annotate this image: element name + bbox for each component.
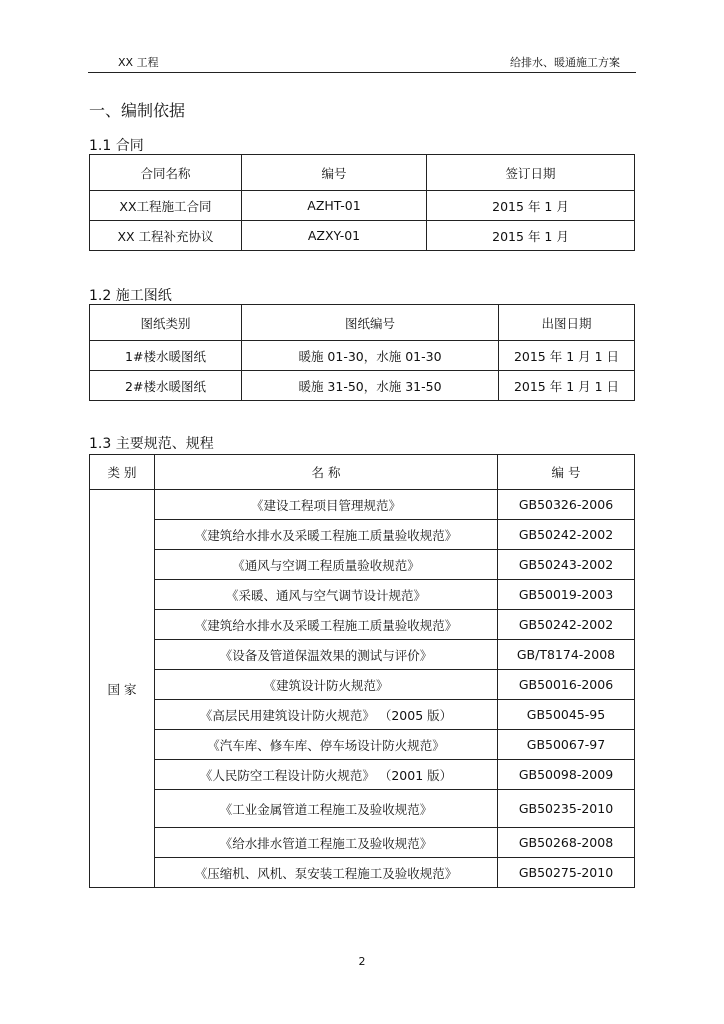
contract-table [89, 154, 635, 251]
standards-cell: GB50067-97 [498, 730, 635, 760]
table-row [90, 640, 635, 670]
standards-heading: 1.3 主要规范、规程 [89, 436, 214, 452]
standards-cell: GB50098-2009 [498, 760, 635, 790]
header-rule [88, 72, 636, 73]
standards-cell: GB50242-2002 [498, 610, 635, 640]
standards-cell: 《建设工程项目管理规范》 [155, 490, 498, 520]
table-row [90, 371, 635, 401]
standards-cell: 《人民防空工程设计防火规范》 （2001 版） [155, 760, 498, 790]
table-row [90, 520, 635, 550]
contract-cell: AZXY-01 [242, 221, 427, 251]
standards-cell: 《工业金属管道工程施工及验收规范》 [155, 790, 498, 828]
standards-cell: 《通风与空调工程质量验收规范》 [155, 550, 498, 580]
page-number: 2 [358, 955, 366, 968]
header-left: XX 工程 [118, 56, 159, 69]
table-row [90, 191, 635, 221]
contract-cell: 2015 年 1 月 [427, 221, 635, 251]
standards-cell: GB50326-2006 [498, 490, 635, 520]
drawings-header-type: 图纸类别 [90, 305, 242, 341]
contract-cell: 2015 年 1 月 [427, 191, 635, 221]
table-row [90, 221, 635, 251]
drawings-cell: 2015 年 1 月 1 日 [499, 371, 635, 401]
drawings-header-date: 出图日期 [499, 305, 635, 341]
table-row [90, 490, 635, 520]
standards-cell: 《建筑给水排水及采暖工程施工质量验收规范》 [155, 610, 498, 640]
standards-cell: 《压缩机、风机、泵安装工程施工及验收规范》 [155, 858, 498, 888]
drawings-cell: 2015 年 1 月 1 日 [499, 341, 635, 371]
drawings-cell: 1#楼水暖图纸 [90, 341, 242, 371]
drawings-table [89, 304, 635, 401]
standards-cell: 《高层民用建筑设计防火规范》 （2005 版） [155, 700, 498, 730]
drawings-header-number: 图纸编号 [242, 305, 499, 341]
standards-header-number: 编 号 [498, 455, 635, 490]
standards-cell: GB50275-2010 [498, 858, 635, 888]
standards-cell: 《汽车库、修车库、停车场设计防火规范》 [155, 730, 498, 760]
contract-cell: XX 工程补充协议 [90, 221, 242, 251]
header-right: 给排水、暖通施工方案 [510, 56, 620, 69]
table-row [90, 670, 635, 700]
standards-cell: GB50045-95 [498, 700, 635, 730]
table-row [90, 790, 635, 828]
standards-cell: 《给水排水管道工程施工及验收规范》 [155, 828, 498, 858]
contract-cell: XX工程施工合同 [90, 191, 242, 221]
standards-cell: GB/T8174-2008 [498, 640, 635, 670]
table-row [90, 700, 635, 730]
standards-header-name: 名 称 [155, 455, 498, 490]
standards-cell: GB50268-2008 [498, 828, 635, 858]
standards-cell: GB50243-2002 [498, 550, 635, 580]
contract-header-number: 编号 [242, 155, 427, 191]
standards-cell: GB50235-2010 [498, 790, 635, 828]
standards-cell: 《设备及管道保温效果的测试与评价》 [155, 640, 498, 670]
standards-cell: 《建筑设计防火规范》 [155, 670, 498, 700]
contract-header-name: 合同名称 [90, 155, 242, 191]
table-row [90, 341, 635, 371]
contract-header-date: 签订日期 [427, 155, 635, 191]
table-row [90, 610, 635, 640]
standards-cell: GB50019-2003 [498, 580, 635, 610]
contract-cell: AZHT-01 [242, 191, 427, 221]
drawings-cell: 暖施 01-30，水施 01-30 [242, 341, 499, 371]
section-title: 一、编制依据 [89, 101, 186, 120]
drawings-cell: 暖施 31-50，水施 31-50 [242, 371, 499, 401]
drawings-heading: 1.2 施工图纸 [89, 288, 172, 304]
standards-cell: GB50016-2006 [498, 670, 635, 700]
standards-cell: GB50242-2002 [498, 520, 635, 550]
standards-category: 国 家 [90, 490, 155, 888]
table-row [90, 760, 635, 790]
table-row [90, 858, 635, 888]
table-row [90, 828, 635, 858]
standards-table [89, 454, 635, 888]
drawings-cell: 2#楼水暖图纸 [90, 371, 242, 401]
table-row [90, 730, 635, 760]
standards-cell: 《建筑给水排水及采暖工程施工质量验收规范》 [155, 520, 498, 550]
standards-cell: 《采暖、通风与空气调节设计规范》 [155, 580, 498, 610]
table-row [90, 580, 635, 610]
standards-header-category: 类 别 [90, 455, 155, 490]
contract-heading: 1.1 合同 [89, 138, 144, 154]
table-row [90, 550, 635, 580]
